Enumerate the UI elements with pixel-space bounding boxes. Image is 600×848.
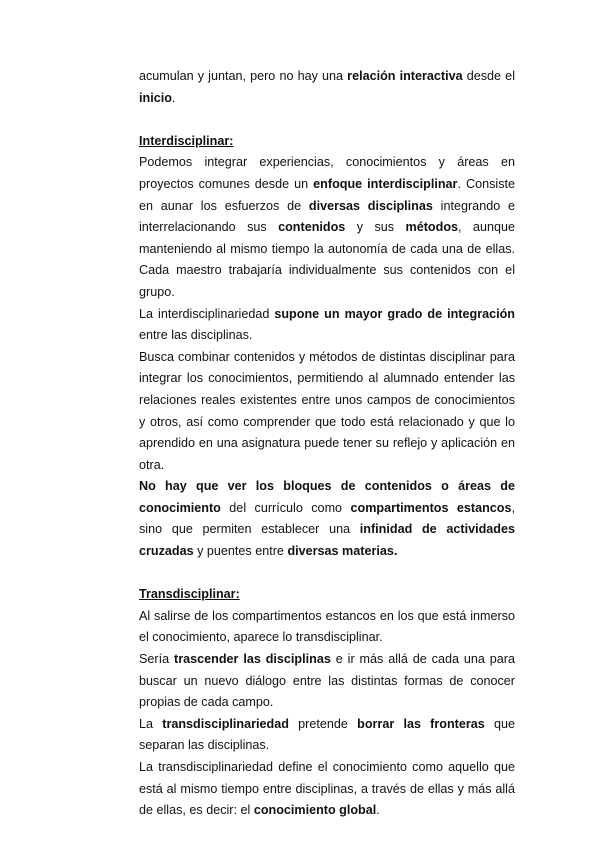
text-run: La interdisciplinariedad xyxy=(139,306,275,321)
text-run: , aunque manteniendo al mismo tiempo la autonomía de cada una de ellas. Cada maestro trabajaría individualmente sus contenidos con el grupo. xyxy=(139,220,515,299)
intro-paragraph xyxy=(139,66,515,109)
emphasis: relación interactiva xyxy=(347,69,463,83)
text-run: Podemos integrar experiencias, conocimientos y áreas en proyectos comunes desde un xyxy=(139,155,515,191)
inter-paragraph-1 xyxy=(139,152,515,303)
emphasis: métodos xyxy=(405,220,459,235)
text-run: del currículo como xyxy=(220,500,351,515)
emphasis: supone un mayor grado de integración xyxy=(274,306,515,321)
emphasis: No hay que ver los bloques de contenidos o áreas de conocimiento xyxy=(139,479,515,515)
text-run: entre las disciplinas. xyxy=(139,328,253,343)
text-run: acumulan y juntan, pero no hay una xyxy=(139,69,348,83)
text-run: integrando e interrelacionando sus xyxy=(139,198,515,235)
emphasis: conocimiento global xyxy=(253,803,377,818)
inter-paragraph-4 xyxy=(139,476,515,562)
text-run: . xyxy=(171,90,176,105)
text-run: e ir más allá de cada una para buscar un nuevo diálogo entre las distintas formas de conocer propias de cada campo. xyxy=(139,652,515,710)
emphasis: contenidos xyxy=(278,220,346,235)
emphasis: borrar las fronteras xyxy=(357,716,485,731)
trans-paragraph-2 xyxy=(139,649,515,714)
emphasis: inicio xyxy=(139,90,172,105)
trans-paragraph-1: Al salirse de los compartimentos estancos en los que está inmerso el conocimiento, aparece lo transdisciplinar. xyxy=(139,608,515,645)
inter-paragraph-3: Busca combinar contenidos y métodos de distintas disciplinar para integrar los conocimientos, permitiendo al alumnado entender las relaciones reales existentes entre unos campos de conocimientos y otros, así como comprender que todo está relacionado y que lo aprendido en una asignatura puede tener su reflejo y aplicación en otra. xyxy=(139,349,515,472)
emphasis: transdisciplinariedad xyxy=(162,716,289,731)
emphasis: diversas materias. xyxy=(287,544,398,559)
emphasis: trascender las disciplinas xyxy=(174,652,331,667)
trans-paragraph-4 xyxy=(139,757,515,822)
emphasis: diversas disciplinas xyxy=(308,198,433,213)
text-run: La transdisciplinariedad define el conocimiento como aquello que está al mismo tiempo entre disciplinas, a través de ellas y más allá de ellas, es decir: el xyxy=(139,760,515,818)
text-run: La xyxy=(139,716,163,731)
spacer xyxy=(139,109,515,131)
text-run: , sino que permiten establecer una xyxy=(139,500,516,537)
emphasis: enfoque interdisciplinar xyxy=(313,176,458,191)
text-run: y sus xyxy=(345,220,406,235)
text-run: Sería xyxy=(139,652,175,667)
text-run: . xyxy=(376,803,380,818)
inter-paragraph-2 xyxy=(139,304,515,347)
emphasis: compartimentos estancos xyxy=(350,500,512,515)
text-run: que separan las disciplinas. xyxy=(139,716,516,753)
page-content xyxy=(139,66,515,822)
text-run: y puentes entre xyxy=(193,544,288,559)
transdisciplinar-heading: Transdisciplinar: xyxy=(139,587,240,602)
spacer xyxy=(139,563,515,585)
text-run: desde el xyxy=(462,69,515,83)
text-run: . Consiste en aunar los esfuerzos de xyxy=(139,176,516,213)
text-run: pretende xyxy=(288,716,358,731)
trans-paragraph-3 xyxy=(139,714,515,757)
emphasis: infinidad de actividades cruzadas xyxy=(139,522,515,559)
interdisciplinar-heading: Interdisciplinar: xyxy=(139,133,234,148)
